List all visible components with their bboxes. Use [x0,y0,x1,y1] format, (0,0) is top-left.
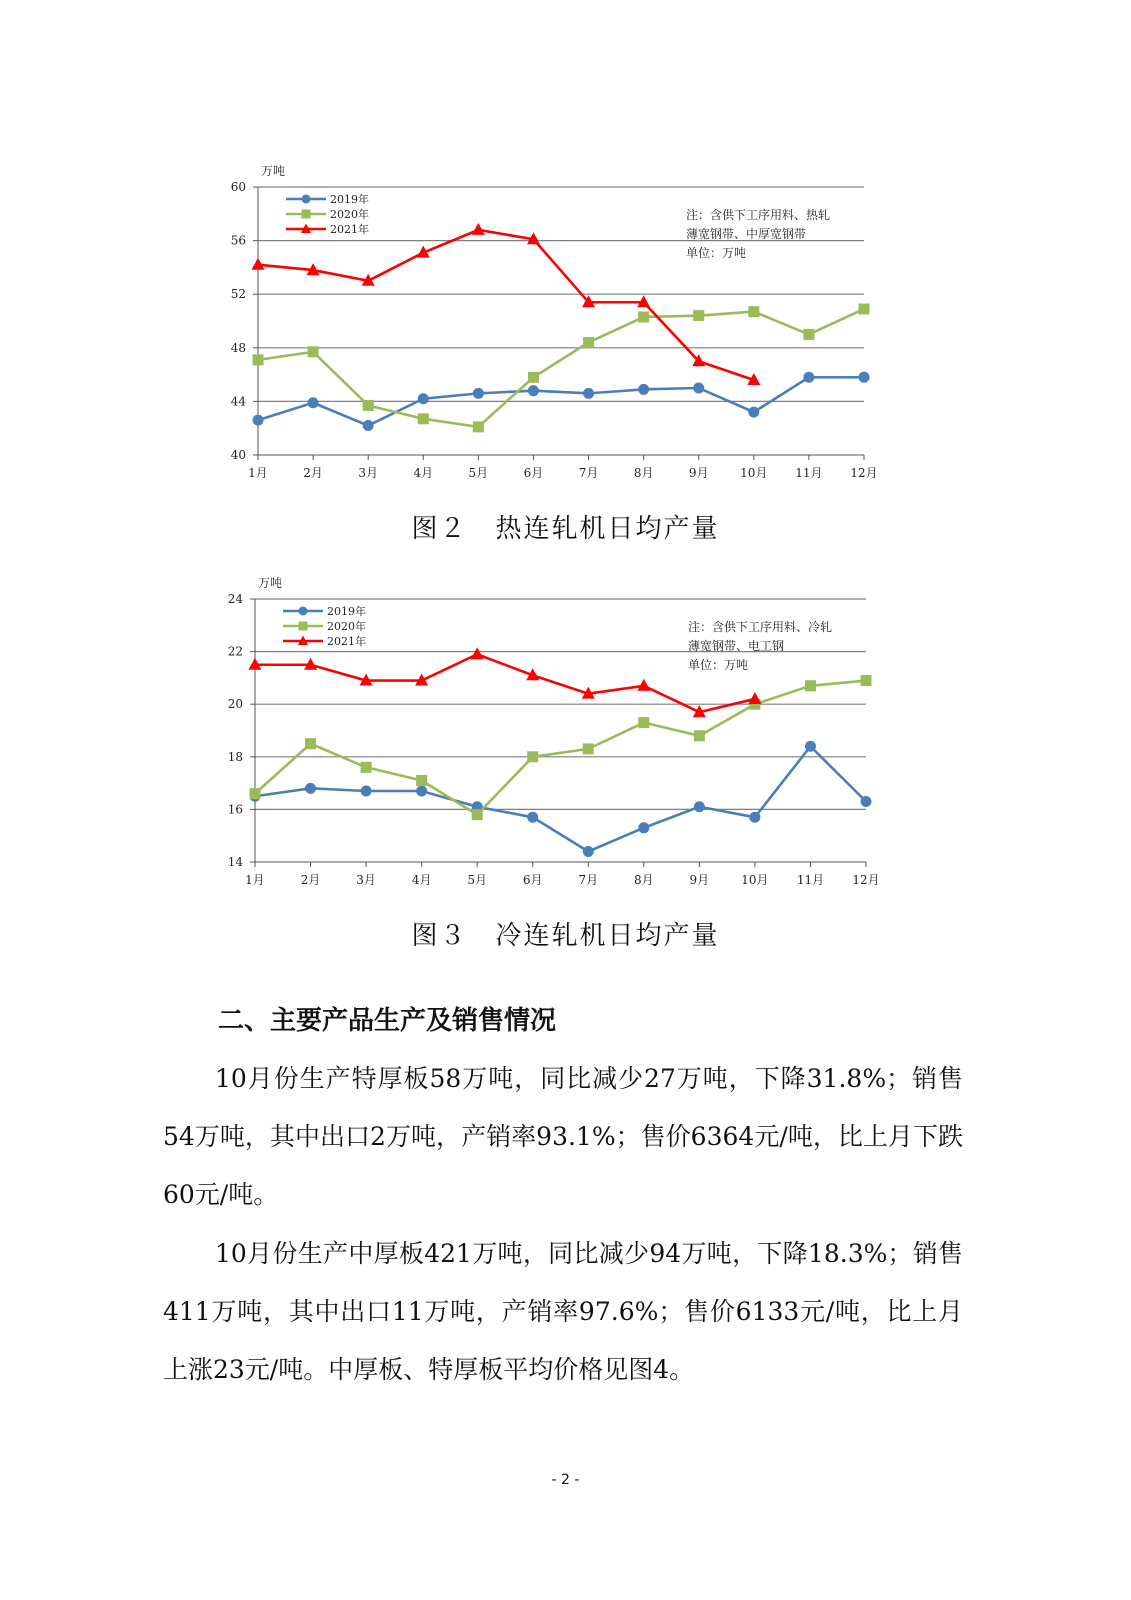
chart1-series-line-2021年 [258,230,754,380]
chart2-y-tick-label: 20 [227,697,243,712]
chart2-series-line-2019年 [255,746,866,851]
chart2-point [694,801,705,812]
figure-3-caption: 图３ 冷连轧机日均产量 [411,921,720,951]
chart1-point [583,388,594,399]
cold-rolling-chart-svg [0,565,1131,900]
chart1-x-tick-label: 12月 [850,466,878,480]
chart2-y-tick-label: 18 [227,749,243,764]
chart2-point [805,680,816,691]
chart1-point [693,310,704,321]
chart1-point [583,337,594,348]
chart2-x-tick-label: 7月 [578,873,599,887]
chart2-y-tick-label: 24 [227,592,243,606]
chart2-point [471,647,484,659]
chart2-point [805,741,816,752]
chart1-x-tick-label: 1月 [248,466,268,480]
chart2-x-tick-label: 11月 [796,873,825,887]
chart2-point [416,775,427,786]
chart1-x-tick-label: 9月 [688,466,709,480]
chart1-point [528,385,539,396]
chart1-legend-marker [302,210,311,219]
chart2-x-tick-label: 12月 [852,873,880,887]
chart2-point [694,730,705,741]
chart2-point [583,743,594,754]
chart1-x-tick-label: 5月 [468,466,489,480]
hot-rolling-chart [0,150,1131,495]
chart2-y-tick-label: 22 [227,644,243,659]
chart1-x-tick-label: 8月 [633,466,654,480]
chart1-x-tick-label: 7月 [578,466,599,480]
chart1-point [472,223,485,235]
chart1-point [418,393,429,404]
chart1-legend-label: 2021年 [330,223,369,236]
chart2-point [638,717,649,728]
chart1-y-tick-label: 56 [230,233,246,248]
chart2-y-tick-label: 14 [227,855,243,869]
chart1-point [638,311,649,322]
chart2-point [583,846,594,857]
chart2-point [749,812,760,823]
chart2-point [527,812,538,823]
chart1-x-tick-label: 3月 [358,466,379,480]
section-heading: 二、主要产品生产及销售情况 [218,1006,557,1036]
chart2-legend-label: 2019年 [327,605,366,618]
chart2-x-tick-label: 8月 [633,873,654,887]
chart1-x-tick-label: 10月 [740,466,768,480]
chart2-legend-label: 2020年 [327,620,366,633]
chart1-point [253,354,264,365]
chart2-point [748,692,761,704]
chart2-point [361,762,372,773]
chart2-point [305,738,316,749]
chart1-y-tick-label: 44 [230,394,246,409]
chart1-y-tick-label: 60 [230,180,246,194]
paragraph-extra-thick-plate: 10月份生产特厚板58万吨，同比减少27万吨，下降31.8%；销售54万吨，其中出口2万吨，产销率93.1%；售价6364元/吨，比上月下跌60元/吨。 [163,1064,963,1209]
chart2-series-line-2021年 [255,654,755,712]
chart2-point [861,675,872,686]
chart2-x-tick-label: 3月 [356,873,376,887]
chart1-note-line: 薄宽钢带、中厚宽钢带 [686,227,807,241]
chart1-point [253,415,264,426]
chart1-point [473,421,484,432]
hot-rolling-chart-svg [0,150,1131,495]
chart1-point [473,388,484,399]
chart2-x-tick-label: 9月 [689,873,710,887]
chart1-point [363,400,374,411]
chart2-legend-label: 2021年 [327,635,366,648]
chart1-y-tick-label: 48 [230,340,246,355]
chart1-legend-marker [302,195,311,204]
chart1-point [748,407,759,418]
cold-rolling-chart [0,565,1131,900]
chart1-series-line-2020年 [258,309,864,427]
chart2-note-line: 注：含供下工序用料、冷轧 [688,620,833,634]
chart2-note-line: 单位：万吨 [688,658,749,672]
chart2-unit-label: 万吨 [258,576,283,590]
chart2-point [638,822,649,833]
chart2-point [361,785,372,796]
chart2-point [527,751,538,762]
chart1-point [308,346,319,357]
chart1-x-tick-label: 11月 [795,466,823,480]
chart1-point [252,258,265,270]
chart1-point [528,372,539,383]
chart2-note-line: 薄宽钢带、电工钢 [688,639,785,653]
chart1-y-tick-label: 40 [230,448,246,462]
page-number: - 2 - [551,1472,580,1488]
chart1-point [308,397,319,408]
chart2-legend-marker [299,607,308,616]
chart2-legend-marker [299,622,308,631]
paragraph-medium-thick-plate: 10月份生产中厚板421万吨，同比减少94万吨，下降18.3%；销售411万吨，其中出口11万吨，产销率97.6%；售价6133元/吨，比上月上涨23元/吨。中厚板、特厚板平均价格见图4。 [163,1239,963,1384]
chart2-y-tick-label: 16 [227,802,243,817]
chart1-x-tick-label: 2月 [303,466,323,480]
chart1-point [803,372,814,383]
chart1-point [693,383,704,394]
chart1-point [803,329,814,340]
chart2-point [416,785,427,796]
chart1-legend-label: 2020年 [330,208,369,221]
chart1-point [748,306,759,317]
chart1-point [859,303,870,314]
chart2-x-tick-label: 6月 [522,873,543,887]
chart1-point [363,420,374,431]
chart2-point [637,679,650,691]
chart2-x-tick-label: 10月 [741,873,769,887]
chart2-x-tick-label: 2月 [300,873,321,887]
chart2-x-tick-label: 4月 [411,873,432,887]
chart2-point [305,783,316,794]
chart1-y-tick-label: 52 [230,287,246,302]
chart2-point [250,788,261,799]
chart1-legend-label: 2019年 [330,193,369,206]
chart2-point [472,809,483,820]
chart1-point [418,413,429,424]
chart2-x-tick-label: 5月 [467,873,488,887]
chart1-point [638,384,649,395]
chart2-point [861,796,872,807]
chart1-unit-label: 万吨 [261,164,286,178]
figure-2-caption: 图２ 热连轧机日均产量 [411,514,720,544]
chart1-x-tick-label: 6月 [523,466,544,480]
chart1-point [859,372,870,383]
chart2-x-tick-label: 1月 [245,873,265,887]
chart1-note-line: 注：含供下工序用料、热轧 [686,208,831,222]
chart1-x-tick-label: 4月 [413,466,434,480]
chart1-note-line: 单位：万吨 [686,246,747,260]
